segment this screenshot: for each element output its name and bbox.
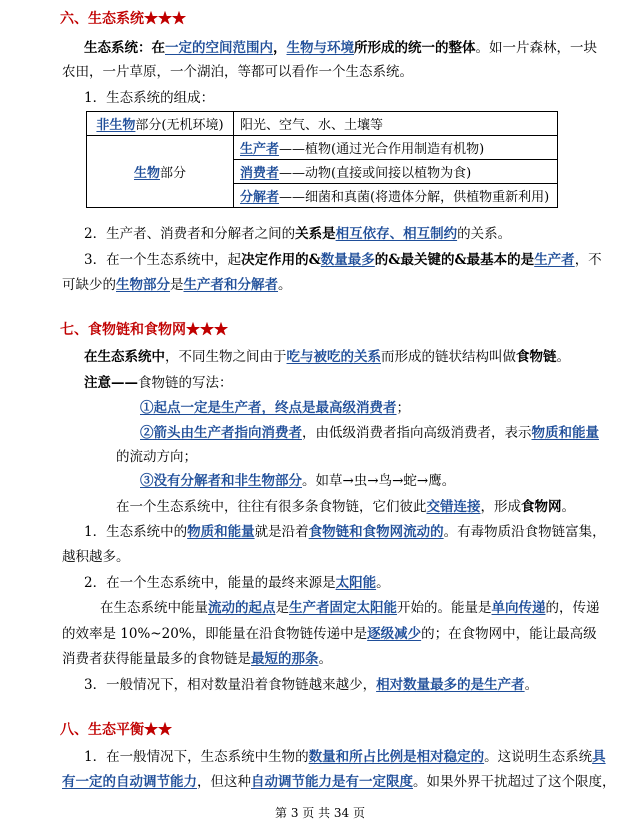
ecosystem-definition-cont: 农田，一片草原，一个湖泊，等都可以看作一个生态系统。 [62,64,413,80]
energy-flow-paragraph: 1．生态系统中的物质和能量就是沿着食物链和食物网流动的。有毒物质沿食物链富集， [84,524,606,540]
producer-role-cont: 可缺少的生物部分是生产者和分解者。 [62,277,292,293]
energy-source-paragraph: 2．在一个生态系统中，能量的最终来源是太阳能。 [84,575,390,591]
consumer-row: 消费者——动物(直接或间接以植物为食) [234,160,558,184]
composition-table [86,111,558,208]
relationship-paragraph: 2．生产者、消费者和分解者之间的关系是相互依存、相互制约的关系。 [84,226,512,242]
ecosystem-definition: 生态系统：在一定的空间范围内，生物与环境所形成的统一的整体。如一片森林，一块 [84,40,597,56]
note-item-2: ②箭头由生产者指向消费者，由低级消费者指向高级消费者，表示物质和能量 [140,425,599,441]
note-item-3: ③没有分解者和非生物部分。如草→虫→鸟→蛇→鹰。 [140,473,456,489]
note-item-1: ①起点一定是生产者，终点是最高级消费者； [140,400,410,416]
food-chain-definition: 在生态系统中，不同生物之间由于吃与被吃的关系而形成的链状结构叫做食物链。 [84,349,570,365]
energy-transfer-paragraph: 在生态系统中能量流动的起点是生产者固定太阳能开始的。能量是单向传递的，传递 [100,600,600,616]
biotic-cell: 生物部分 [87,136,234,208]
energy-transfer-cont-2: 消费者获得能量最多的食物链是最短的那条。 [62,651,332,667]
note-item-2-cont: 的流动方向； [116,449,197,465]
energy-flow-cont: 越积越多。 [62,549,130,565]
section-heading-ecosystem: 六、生态系统★★★ [60,11,186,27]
producer-row: 生产者——植物(通过光合作用制造有机物) [234,136,558,160]
nonbiotic-cell: 非生物部分(无机环境) [87,112,234,136]
balance-paragraph: 1．在一般情况下，生态系统中生物的数量和所占比例是相对稳定的。这说明生态系统具 [84,749,606,765]
composition-title: 1．生态系统的组成： [84,90,215,106]
decomposer-row: 分解者——细菌和真菌(将遗体分解，供植物重新利用) [234,184,558,208]
section-heading-ecological-balance: 八、生态平衡★★ [60,722,172,738]
nonbiotic-value: 阳光、空气、水、土壤等 [234,112,558,136]
section-heading-food-chain: 七、食物链和食物网★★★ [60,322,228,338]
energy-transfer-cont-1: 的效率是 10%~20%，即能量在沿食物链传递中是逐级减少的；在食物网中，能让最高级 [62,626,597,642]
relative-quantity-paragraph: 3．一般情况下，相对数量沿着食物链越来越少，相对数量最多的是生产者。 [84,677,539,693]
note-title: 注意——食物链的写法： [84,375,233,391]
balance-paragraph-cont: 有一定的自动调节能力，但这种自动调节能力是有一定限度。如果外界干扰超过了这个限度， [62,774,616,790]
page-number-footer: 第 3 页 共 34 页 [275,806,365,820]
food-web-paragraph: 在一个生态系统中，往往有很多条食物链，它们彼此交错连接，形成食物网。 [116,499,575,515]
producer-role-paragraph: 3．在一个生态系统中，起决定作用的&数量最多的&最关键的&最基本的是生产者，不 [84,252,602,268]
